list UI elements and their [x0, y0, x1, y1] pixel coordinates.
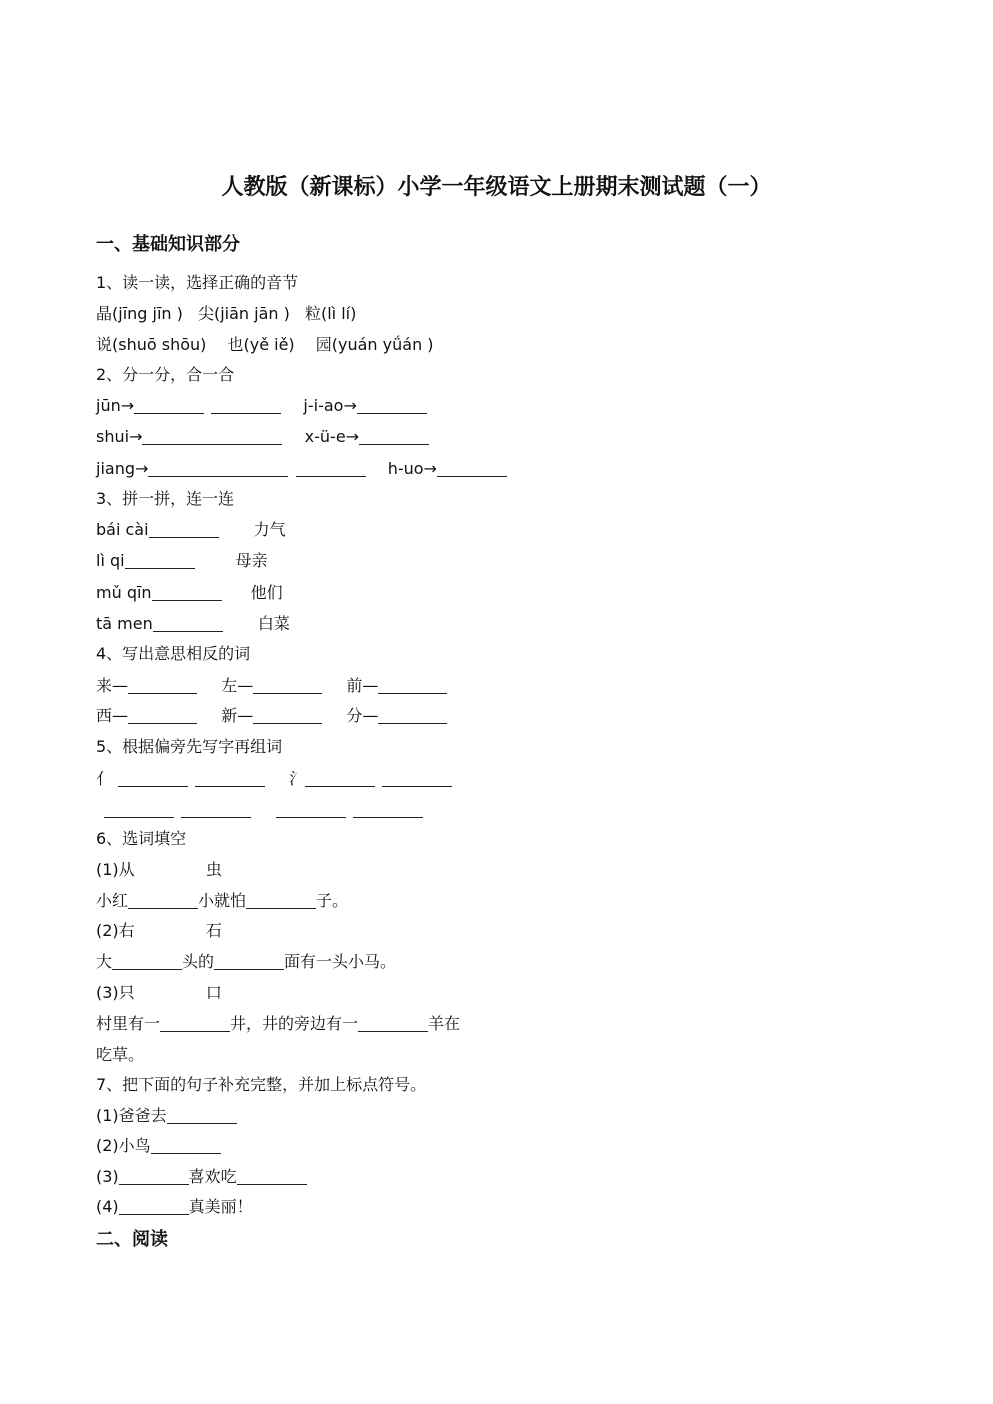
answer-blank[interactable]: [118, 768, 188, 787]
q3-row: [96, 611, 290, 637]
answer-blank[interactable]: [128, 675, 197, 694]
q1-heading: 1、读一读，选择正确的音节: [96, 273, 299, 292]
answer-blank[interactable]: [152, 582, 222, 601]
sentence-text: 羊在: [428, 1014, 461, 1033]
q2-prompt: j-i-ao→: [303, 396, 357, 415]
section-heading-reading: 二、阅读: [96, 1229, 168, 1250]
q2-prompt: h-uo→: [387, 459, 437, 478]
answer-blank[interactable]: [104, 799, 174, 818]
answer-blank[interactable]: [167, 1105, 237, 1124]
answer-blank[interactable]: [378, 705, 447, 724]
sentence-text: 小就怕: [198, 891, 247, 910]
answer-blank[interactable]: [195, 768, 265, 787]
q7-item-2: [96, 1133, 221, 1159]
q4-prompt: 分—: [346, 706, 379, 725]
answer-blank[interactable]: [211, 395, 281, 414]
q4-prompt: 来—: [96, 676, 129, 695]
q2-prompt: jiang→: [96, 459, 149, 478]
sentence-text: 村里有一: [96, 1014, 161, 1033]
q3-row: [96, 580, 283, 606]
q2-prompt: x-ü-e→: [304, 427, 360, 446]
answer-blank[interactable]: [142, 426, 282, 445]
answer-blank[interactable]: [112, 951, 182, 970]
answer-blank[interactable]: [181, 799, 251, 818]
q5-row-2: [104, 797, 423, 823]
answer-blank[interactable]: [119, 1166, 189, 1185]
answer-blank[interactable]: [296, 458, 366, 477]
answer-blank[interactable]: [437, 458, 507, 477]
answer-blank[interactable]: [382, 768, 452, 787]
q7-item-4: [96, 1194, 253, 1220]
q1-item: 晶(jīng jīn ): [96, 304, 183, 323]
answer-blank[interactable]: [214, 951, 284, 970]
answer-blank[interactable]: [253, 705, 322, 724]
radical: 氵: [289, 769, 306, 788]
match-word[interactable]: 力气: [253, 520, 286, 539]
q4-row-2: [96, 703, 447, 729]
q6-options-3: (3)只 口: [96, 983, 222, 1002]
q7-item-1: [96, 1103, 237, 1129]
q2-row-1: [96, 393, 427, 419]
pinyin: mǔ qīn: [96, 583, 152, 602]
answer-blank[interactable]: [276, 799, 346, 818]
sentence-text: (1)爸爸去: [96, 1106, 167, 1125]
section-heading-basics: 一、基础知识部分: [96, 234, 240, 255]
answer-blank[interactable]: [153, 613, 223, 632]
q4-row-1: [96, 673, 447, 699]
pinyin: tā men: [96, 614, 153, 633]
q6-sentence-3: [96, 1011, 460, 1037]
answer-blank[interactable]: [151, 1135, 221, 1154]
answer-blank[interactable]: [128, 890, 198, 909]
q2-prompt: shui→: [96, 427, 143, 446]
sentence-text: 小红: [96, 891, 129, 910]
q2-prompt: jūn→: [96, 396, 135, 415]
q6-heading: 6、选词填空: [96, 829, 187, 848]
sentence-text: 大: [96, 952, 113, 971]
q6-sentence-3-cont: 吃草。: [96, 1045, 145, 1064]
q1-item: 粒(lì lí): [304, 304, 357, 323]
answer-blank[interactable]: [353, 799, 423, 818]
answer-blank[interactable]: [378, 675, 447, 694]
q1-row-2: [96, 332, 434, 358]
sentence-text: 真美丽！: [188, 1197, 253, 1216]
q4-heading: 4、写出意思相反的词: [96, 644, 251, 663]
answer-blank[interactable]: [246, 890, 316, 909]
q7-heading: 7、把下面的句子补充完整，并加上标点符号。: [96, 1075, 427, 1094]
q1-item: 说(shuō shōu): [96, 335, 207, 354]
q4-prompt: 西—: [96, 706, 129, 725]
sentence-text: 喜欢吃: [188, 1167, 237, 1186]
radical: 亻: [96, 769, 113, 788]
match-word[interactable]: 母亲: [235, 551, 268, 570]
sentence-text: (4): [96, 1197, 119, 1216]
match-word[interactable]: 他们: [250, 583, 283, 602]
q4-prompt: 左—: [221, 676, 254, 695]
answer-blank[interactable]: [253, 675, 322, 694]
answer-blank[interactable]: [149, 519, 219, 538]
q3-row: [96, 517, 286, 543]
answer-blank[interactable]: [119, 1196, 189, 1215]
q4-prompt: 新—: [221, 706, 254, 725]
q6-options-1: (1)从 虫: [96, 860, 222, 879]
match-word[interactable]: 白菜: [257, 614, 290, 633]
page-title: 人教版（新课标）小学一年级语文上册期末测试题（一）: [221, 174, 772, 200]
sentence-text: 子。: [316, 891, 349, 910]
sentence-text: 头的: [182, 952, 215, 971]
q6-sentence-2: [96, 949, 396, 975]
q1-item: 园(yuán yǘán ): [315, 335, 434, 354]
q5-row-1: [96, 766, 452, 792]
q4-prompt: 前—: [346, 676, 379, 695]
q5-heading: 5、根据偏旁先写字再组词: [96, 737, 283, 756]
sentence-text: 井，井的旁边有一: [230, 1014, 359, 1033]
q3-heading: 3、拼一拼，连一连: [96, 489, 235, 508]
answer-blank[interactable]: [357, 395, 427, 414]
q1-row-1: [96, 301, 356, 327]
answer-blank[interactable]: [160, 1013, 230, 1032]
answer-blank[interactable]: [237, 1166, 307, 1185]
q2-row-3: [96, 456, 507, 482]
answer-blank[interactable]: [305, 768, 375, 787]
answer-blank[interactable]: [125, 550, 195, 569]
q1-item: 也(yě iě): [227, 335, 295, 354]
q1-item: 尖(jiān jān ): [197, 304, 290, 323]
q7-item-3: [96, 1164, 307, 1190]
pinyin: bái cài: [96, 520, 149, 539]
q2-row-2: [96, 424, 429, 450]
answer-blank[interactable]: [134, 395, 204, 414]
answer-blank[interactable]: [359, 426, 429, 445]
sentence-text: (3): [96, 1167, 119, 1186]
q3-row: [96, 548, 268, 574]
answer-blank[interactable]: [148, 458, 288, 477]
sentence-text: 面有一头小马。: [284, 952, 397, 971]
answer-blank[interactable]: [128, 705, 197, 724]
q2-heading: 2、分一分，合一合: [96, 365, 235, 384]
pinyin: lì qi: [96, 551, 125, 570]
q6-options-2: (2)右 石: [96, 921, 222, 940]
answer-blank[interactable]: [358, 1013, 428, 1032]
q6-sentence-1: [96, 888, 348, 914]
sentence-text: (2)小鸟: [96, 1136, 151, 1155]
